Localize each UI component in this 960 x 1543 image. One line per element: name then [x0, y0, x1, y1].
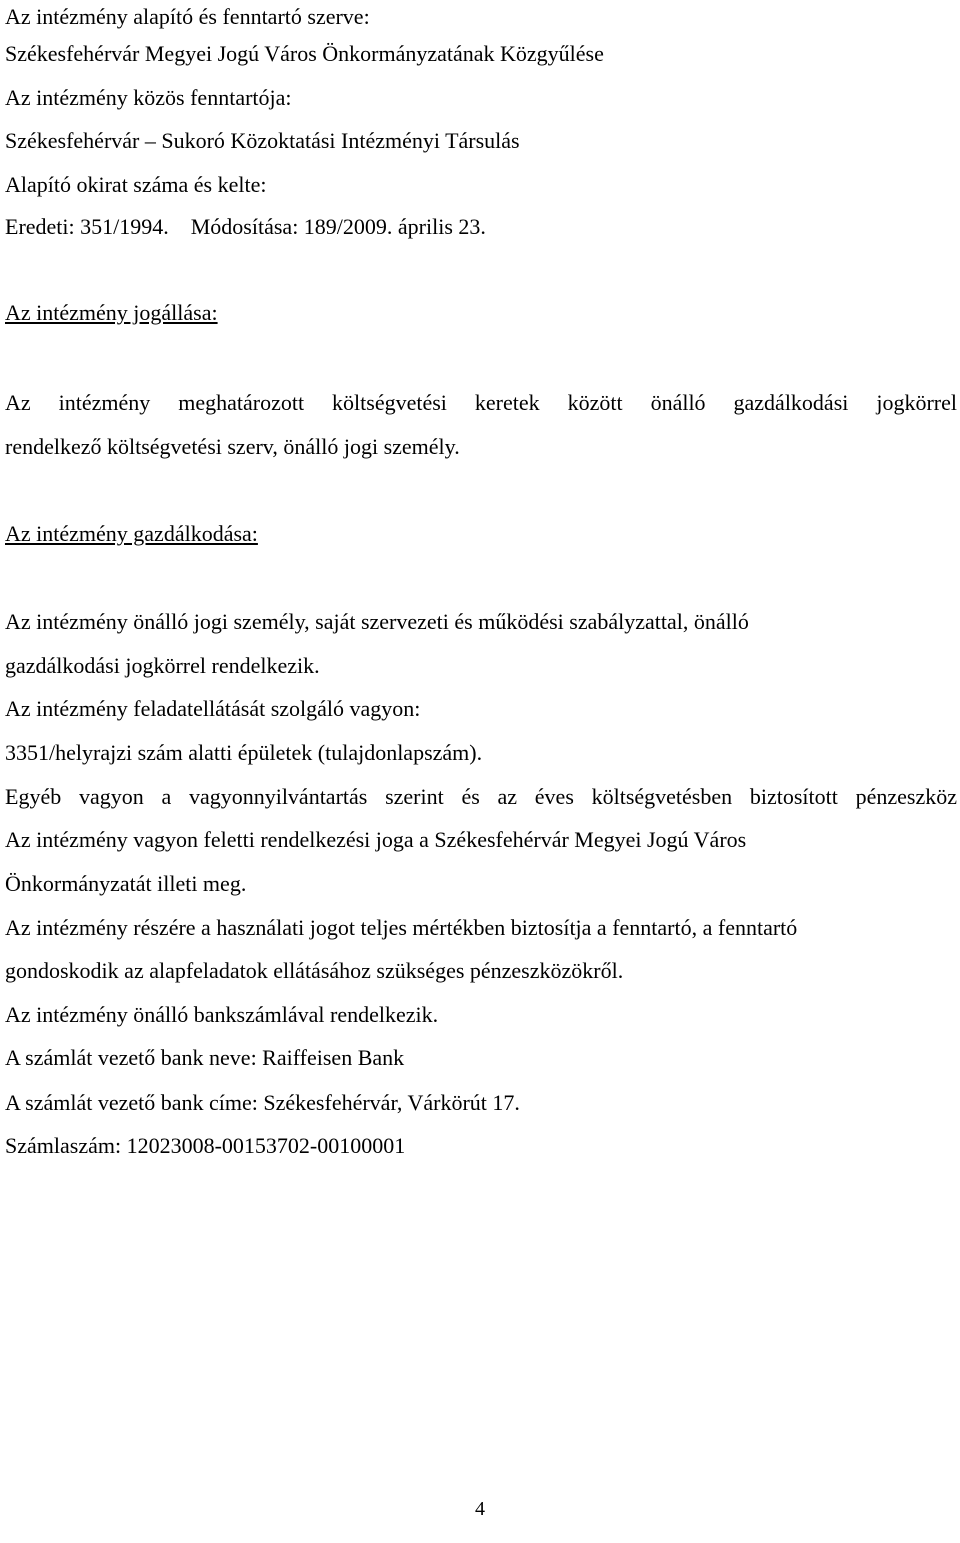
- management-heading: Az intézmény gazdálkodása:: [5, 521, 258, 546]
- management-line-7: Önkormányzatát illeti meg.: [5, 871, 247, 896]
- page-number: 4: [475, 1498, 485, 1520]
- joint-maintainer-value: Székesfehérvár – Sukoró Közoktatási Intézményi Társulás: [5, 128, 520, 153]
- management-line-8: Az intézmény részére a használati jogot teljes mértékben biztosítja a fenntartó, a fenntartó: [5, 915, 798, 940]
- charter-original: Eredeti: 351/1994.: [5, 214, 169, 239]
- founder-value: Székesfehérvár Megyei Jogú Város Önkormányzatának Közgyűlése: [5, 41, 604, 66]
- management-line-10: Az intézmény önálló bankszámlával rendelkezik.: [5, 1002, 439, 1027]
- charter-amendment: Módosítása: 189/2009. április 23.: [190, 214, 486, 239]
- legal-status-heading: Az intézmény jogállása:: [5, 300, 218, 325]
- charter-numbers: [5, 213, 486, 241]
- founder-label: Az intézmény alapító és fenntartó szerve:: [5, 4, 370, 29]
- management-line-5: Egyéb vagyon a vagyonnyilvántartás szerint és az éves költségvetésben biztosított pénzeszköz: [5, 784, 957, 809]
- legal-status-line-2: rendelkező költségvetési szerv, önálló jogi személy.: [5, 434, 460, 459]
- management-line-6: Az intézmény vagyon feletti rendelkezési joga a Székesfehérvár Megyei Jogú Város: [5, 827, 747, 852]
- management-line-4: 3351/helyrajzi szám alatti épületek (tulajdonlapszám).: [5, 740, 483, 765]
- legal-status-line-1: Az intézmény meghatározott költségvetési keretek között önálló gazdálkodási jogkörrel: [5, 390, 957, 415]
- charter-label: Alapító okirat száma és kelte:: [5, 172, 267, 197]
- management-line-9: gondoskodik az alapfeladatok ellátásához szükséges pénzeszközökről.: [5, 958, 624, 983]
- management-line-3: Az intézmény feladatellátását szolgáló vagyon:: [5, 696, 421, 721]
- management-line-2: gazdálkodási jogkörrel rendelkezik.: [5, 653, 320, 678]
- management-line-13: Számlaszám: 12023008-00153702-00100001: [5, 1133, 406, 1158]
- joint-maintainer-label: Az intézmény közös fenntartója:: [5, 85, 292, 110]
- management-line-12: A számlát vezető bank címe: Székesfehérvár, Várkörút 17.: [5, 1090, 520, 1115]
- management-line-1: Az intézmény önálló jogi személy, saját szervezeti és működési szabályzattal, önálló: [5, 609, 749, 634]
- management-line-11: A számlát vezető bank neve: Raiffeisen Bank: [5, 1045, 405, 1070]
